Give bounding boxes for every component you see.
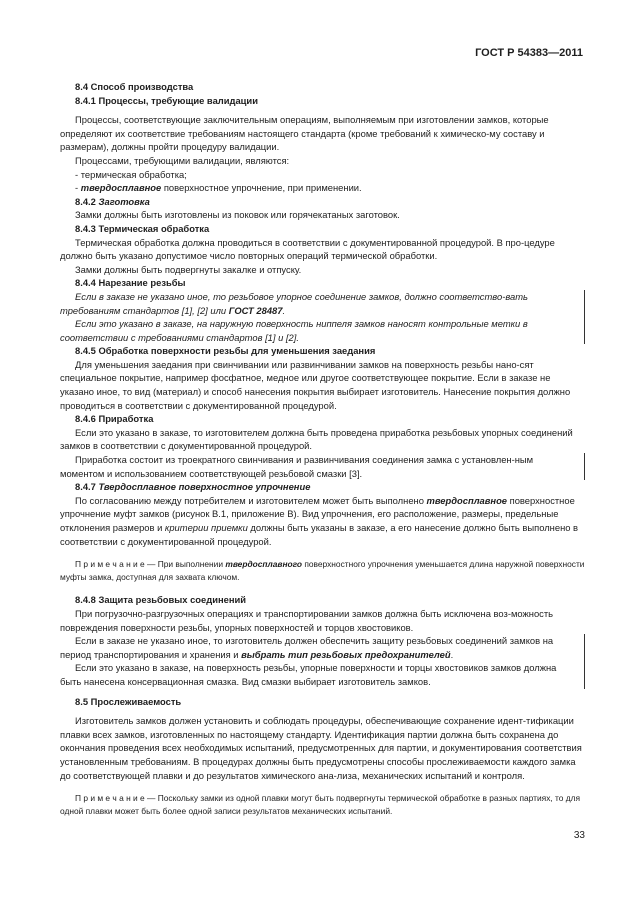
section-8-4-6-title: 8.4.6 Приработка xyxy=(75,413,154,425)
paragraph: Изготовитель замков должен установить и соблюдать процедуры, обеспечивающие сохранение идент-тификации плавки всех замков, изготовленных по настоящему стандарту. Идентификация партии должна быть сохранена до окончания проведения всех необходимых испытаний, предусмотренных для партии, и документирования соответствия установленным требованиям. В процедурах должны быть предусмотрены способы прослеживаемости каждого замка до соответствующей плавки и до результатов химического ана-лиза, механических испытаний и контроля. xyxy=(60,715,582,781)
section-8-4-3-title: 8.4.3 Термическая обработка xyxy=(75,222,210,234)
paragraph: Процессы, соответствующие заключительным операциям, выполняемым при изготовлении замков, которые определяют их соответствие требованиям настоящего стандарта (кроме требований к химическо-му составу и размерам), должны пройти процедуру валидации. xyxy=(60,114,549,153)
list-item: - твердосплавное поверхностное упрочнение, при применении. xyxy=(75,182,362,194)
paragraph: Замки должны быть подвергнуты закалке и отпуску. xyxy=(75,263,302,275)
section-8-4-title: 8.4 Способ производства xyxy=(75,81,194,92)
paragraph-change-marked: Если это указано в заказе, на наружную поверхность ниппеля замков наносят контрольные метки в соответствии с требованиями стандартов [1] и [2]. xyxy=(60,317,585,344)
paragraph-change-marked: Если это указано в заказе, на поверхность резьбы, упорные поверхности и торцы хвостовиков замков должна быть нанесена консервационная смазка. Вид смазки выбирает изготовитель замков. xyxy=(60,661,585,688)
paragraph-change-marked: Если в заказе не указано иное, то резьбовое упорное соединение замков, должно соответство-вать требованиям стандартов [1], [2] или ГОСТ 28487. xyxy=(60,290,585,317)
paragraph-change-marked: Если в заказе не указано иное, то изготовитель должен обеспечить защиту резьбовых соединений замков на период транспортирования и хранения и выбрать тип резьбовых предохранителей. xyxy=(60,634,585,661)
document-body xyxy=(60,80,585,817)
section-8-5-title: 8.5 Прослеживаемость xyxy=(75,695,182,707)
paragraph: Если это указано в заказе, то изготовителем должна быть проведена приработка резьбовых упорных соединений замков в соответствии с документированной процедурой. xyxy=(60,426,573,452)
section-8-4-8-title: 8.4.8 Защита резьбовых соединений xyxy=(75,594,247,606)
paragraph: Для уменьшения заедания при свинчивании или развинчивании замков на поверхность резьбы нано-сят специальное покрытие, например фосфатное, медное или другое соответствующее покрытие. Если в заказе не указано иное, то вид (материал) и способ нанесения покрытия выбирает изготовитель. Нанесение покрытия должно проводиться в соответствии с документированной процедурой. xyxy=(60,358,571,411)
note: П р и м е ч а н и е — Поскольку замки из одной плавки могут быть подвергнуты термической обработке в разных партиях, то для одной плавки может быть более одной записи результатов механических испытаний. xyxy=(60,793,581,816)
page-number: 33 xyxy=(573,830,585,841)
document-header: ГОСТ Р 54383—2011 xyxy=(475,47,583,59)
section-8-4-5-title: 8.4.5 Обработка поверхности резьбы для уменьшения заедания xyxy=(75,345,376,357)
section-8-4-1-title: 8.4.1 Процессы, требующие валидации xyxy=(75,94,258,106)
note: П р и м е ч а н и е — При выполнении твердосплавного поверхностного упрочнения уменьшается длина наружной поверхности муфты замка, доступная для захвата ключом. xyxy=(60,559,585,582)
section-8-4-7-title: 8.4.7 Твердосплавное поверхностное упрочнение xyxy=(75,481,311,493)
paragraph: По согласованию между потребителем и изготовителем может быть выполнено твердосплавное поверхностное упрочнение муфт замков (рисунок В.1, приложение В). Вид упрочнения, его расположение, размеры, предельные отклонения размеров и критерии приемки должны быть указаны в заказе, а его нанесение должно быть выполнено в соответствии с документированной процедурой. xyxy=(60,494,579,547)
paragraph: Термическая обработка должна проводиться в соответствии с документированной процедурой. В про-цедуре должно быть указано допустимое число повторных операций термической обработки. xyxy=(60,236,555,262)
paragraph: Замки должны быть изготовлены из поковок или горячекатаных заготовок. xyxy=(75,209,400,221)
section-8-4-2-title: 8.4.2 Заготовка xyxy=(75,195,150,207)
list-item: - термическая обработка; xyxy=(75,168,187,180)
paragraph: При погрузочно-разгрузочных операциях и транспортировании замков должна быть исключена воз-можность повреждения поверхности резьбы, упорных поверхностей и торцов хвостовиков. xyxy=(60,607,554,633)
paragraph-change-marked: Приработка состоит из троекратного свинчивания и развинчивания соединения замка с установлен-ным моментом и использованием соответствующей резьбовой смазки [3]. xyxy=(60,453,585,480)
section-8-4-4-title: 8.4.4 Нарезание резьбы xyxy=(75,277,186,289)
paragraph: Процессами, требующими валидации, являются: xyxy=(75,154,290,166)
